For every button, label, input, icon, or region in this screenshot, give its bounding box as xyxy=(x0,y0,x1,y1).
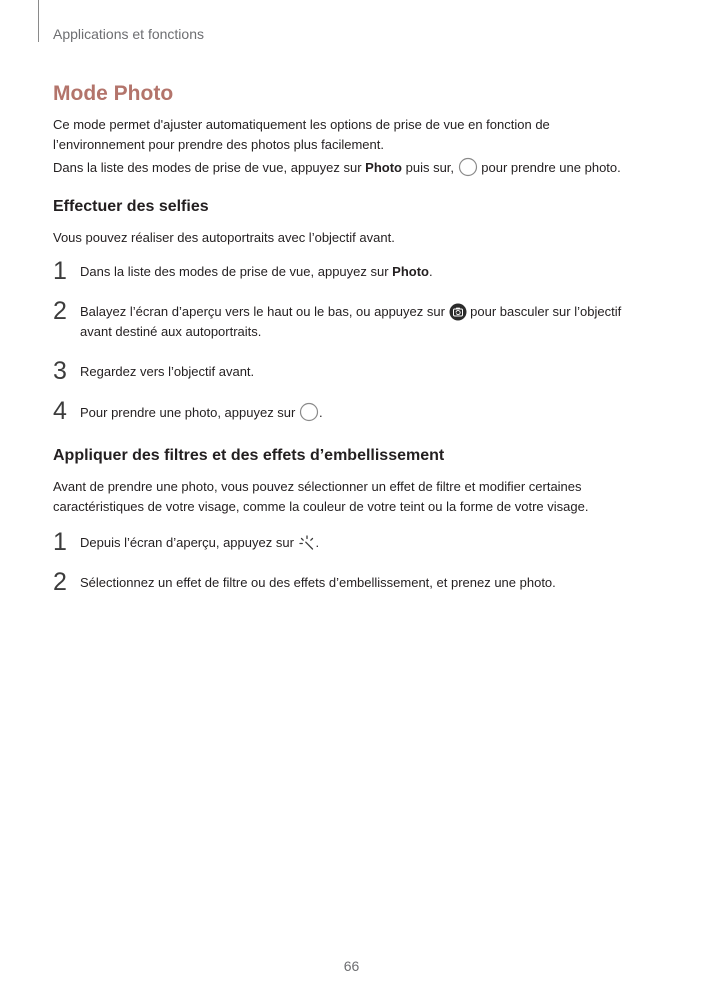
page-number: 66 xyxy=(343,958,360,974)
instruction-text-after: pour prendre une photo. xyxy=(477,160,621,175)
step-item xyxy=(53,397,643,425)
filters-intro: Avant de prendre une photo, vous pouvez sélectionner un effet de filtre et modifier certaines caractéristiques de votre visage, comme la couleur de votre teint ou la forme de votre visage. xyxy=(53,479,589,514)
step-item xyxy=(53,528,643,556)
switch-camera-icon xyxy=(449,303,467,321)
section-instruction xyxy=(53,157,643,178)
step-text: Regardez vers l’objectif avant. xyxy=(80,364,255,379)
selfies-steps xyxy=(53,257,643,425)
instruction-text-before: Dans la liste des modes de prise de vue, appuyez sur xyxy=(53,160,366,175)
step-item xyxy=(53,297,643,342)
step-item xyxy=(53,357,643,385)
shutter-button-icon xyxy=(458,157,478,177)
step-text-after: . xyxy=(315,535,320,550)
margin-rule xyxy=(38,0,39,42)
subsection-title-filters: Appliquer des filtres et des effets d’embellissement xyxy=(53,447,445,464)
step-item xyxy=(53,568,643,596)
step-text-after: pour basculer sur l’objectif avant destiné aux autoportraits. xyxy=(80,304,622,339)
step-number: 4 xyxy=(53,397,67,425)
filter-sparkle-icon xyxy=(298,534,316,552)
step-item xyxy=(53,257,643,285)
step-photo-label: Photo xyxy=(392,264,429,279)
filters-steps xyxy=(53,528,643,596)
step-text-after: . xyxy=(429,264,433,279)
running-header: Applications et fonctions xyxy=(53,26,204,42)
step-number: 3 xyxy=(53,357,67,385)
page-content xyxy=(53,80,643,596)
instruction-text-middle: puis sur, xyxy=(402,160,458,175)
step-number: 1 xyxy=(53,257,67,285)
step-number: 2 xyxy=(53,297,67,325)
shutter-button-icon xyxy=(299,402,319,422)
step-number: 2 xyxy=(53,568,67,596)
instruction-photo-label: Photo xyxy=(365,160,402,175)
selfies-intro: Vous pouvez réaliser des autoportraits avec l’objectif avant. xyxy=(53,230,395,245)
section-title: Mode Photo xyxy=(53,82,174,105)
step-text-before: Depuis l’écran d’aperçu, appuyez sur xyxy=(80,535,298,550)
step-text-before: Pour prendre une photo, appuyez sur xyxy=(80,405,299,420)
step-text-before: Dans la liste des modes de prise de vue, appuyez sur xyxy=(80,264,393,279)
subsection-title-selfies: Effectuer des selfies xyxy=(53,198,209,215)
step-text-after: . xyxy=(318,405,323,420)
section-intro: Ce mode permet d'ajuster automatiquement les options de prise de vue en fonction de l’environnement pour prendre des photos plus facilement. xyxy=(53,117,550,152)
step-number: 1 xyxy=(53,528,67,556)
step-text: Sélectionnez un effet de filtre ou des effets d’embellissement, et prenez une photo. xyxy=(80,575,556,590)
step-text-before: Balayez l’écran d’aperçu vers le haut ou le bas, ou appuyez sur xyxy=(80,304,449,319)
